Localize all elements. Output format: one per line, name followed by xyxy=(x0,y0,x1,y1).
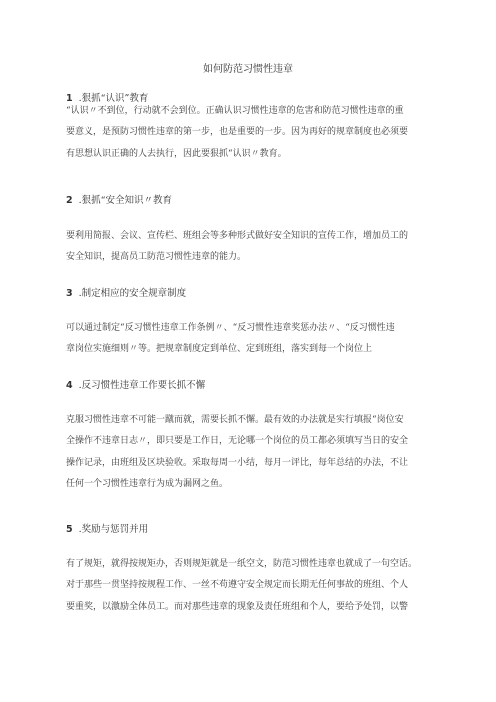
section-heading-text: .奖励与惩罚并用 xyxy=(78,524,149,535)
paragraph-line: “认识〃不到位，行动就不会到位。正确认识习惯性违章的危害和防范习惯性违章的重 xyxy=(66,106,404,116)
paragraph-line: 要重奖，以激励全体员工。而对那些违章的现象及责任班组和个人，要给予处罚，以警 xyxy=(66,601,409,612)
document-title: 如何防范习惯性违章 xyxy=(203,64,293,75)
paragraph-line: 操作记录，由班组及区块验收。采取每周一小结，每月一评比，每年总结的办法，不让 xyxy=(66,457,409,468)
paragraph-line: 可以通过制定“反习惯性违章工作条例〃、“反习惯性违章奖惩办法〃、“反习惯性违 xyxy=(66,323,395,333)
section-number: 5 xyxy=(66,524,73,535)
paragraph-line: 全操作不违章日志〃，即只要是工作日，无论哪一个岗位的员工都必须填写当日的安全 xyxy=(66,436,409,447)
section-paragraph-2 xyxy=(66,226,432,269)
section-paragraph-3 xyxy=(66,318,432,361)
section-heading-text: .狠抓“认识”教育 xyxy=(78,93,149,104)
section-heading-2 xyxy=(66,192,172,206)
section-number: 1 xyxy=(66,93,73,104)
paragraph-line: 章岗位实施细则〃等。把规章制度定到单位、定到班组，落实到每一个岗位上 xyxy=(66,344,373,355)
section-heading-3 xyxy=(66,285,186,299)
paragraph-line: 有思想认识正确的人去执行，因此要狠抓“认识〃教育。 xyxy=(66,148,287,159)
section-heading-text: .制定相应的安全规章制度 xyxy=(78,288,187,299)
section-paragraph-4 xyxy=(66,410,432,495)
section-paragraph-1 xyxy=(66,101,432,165)
paragraph-line: 任何一个习惯性违章行为成为漏网之鱼。 xyxy=(66,478,229,489)
section-heading-text: .反习惯性违章工作要长抓不懈 xyxy=(78,380,206,391)
section-heading-4 xyxy=(66,377,205,391)
paragraph-line: 要意义，是预防习惯性违章的第一步，也是重要的一步。因为再好的规章制度也必须要 xyxy=(66,127,409,138)
paragraph-line: 克服习惯性违章不可能一蹴而就，需要长抓不懈。最有效的办法就是实行填报“岗位安 xyxy=(66,415,404,425)
section-number: 2 xyxy=(66,195,73,206)
paragraph-line: 要利用简报、会议、宣传栏、班组会等多种形式做好安全知识的宣传工作，增加员工的 xyxy=(66,231,409,241)
section-number: 3 xyxy=(66,288,73,299)
section-number: 4 xyxy=(66,380,73,391)
section-paragraph-5 xyxy=(66,554,432,618)
section-heading-5 xyxy=(66,521,148,535)
section-heading-text: .狠抓“安全知识〃教育 xyxy=(78,195,173,206)
paragraph-line: 安全知识，提高员工防范习惯性违章的能力。 xyxy=(66,252,247,263)
paragraph-line: 对于那些一贯坚持按规程工作、一丝不苟遵守安全规定而长期无任何事故的班组、个人 xyxy=(66,580,409,591)
paragraph-line: 有了规矩，就得按规矩办，否则规矩就是一纸空文，防范习惯性违章也就成了一句空话。 xyxy=(66,559,418,569)
